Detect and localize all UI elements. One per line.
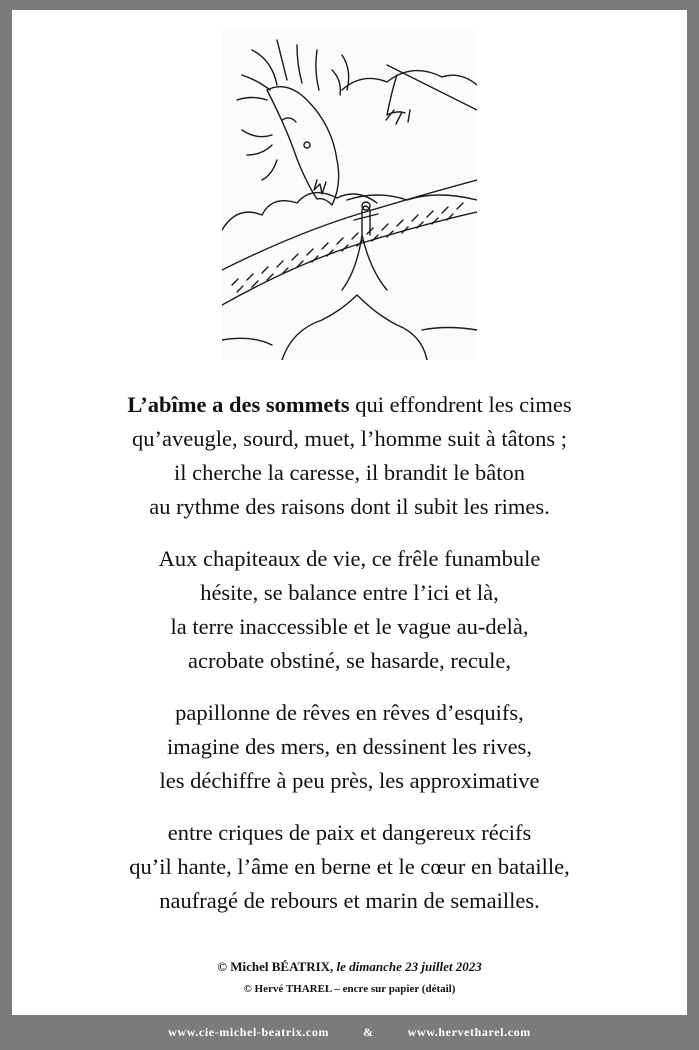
poem-line: au rythme des raisons dont il subit les rimes. (149, 494, 550, 519)
poem-title-words: L’abîme a des sommets (127, 392, 350, 417)
poem-line: qu’il hante, l’âme en berne et le cœur en bataille, (129, 854, 570, 879)
ink-illustration (222, 30, 477, 360)
poem-line (12, 388, 687, 422)
poem-line: la terre inaccessible et le vague au-delà, (170, 614, 529, 639)
artist-credit: © Hervé THAREL – encre sur papier (détail) (243, 983, 456, 995)
footer-separator: & (363, 1025, 374, 1039)
poem-line: les déchiffre à peu près, les approximative (159, 768, 540, 793)
poem-line: papillonne de rêves en rêves d’esquifs, (175, 700, 524, 725)
footer-links (0, 1015, 699, 1050)
author-credit (12, 955, 687, 979)
poem-date: le dimanche 23 juillet 2023 (336, 959, 482, 974)
author-name: © Michel BÉATRIX, (217, 959, 334, 974)
poem-card (12, 10, 687, 1015)
poem-line: imagine des mers, en dessinent les rives, (167, 734, 532, 759)
poem-line: il cherche la caresse, il brandit le bâton (173, 460, 526, 485)
stanza-1 (12, 388, 687, 524)
website-link-herve-tharel[interactable]: www.hervetharel.com (407, 1025, 531, 1039)
website-link-michel-beatrix[interactable]: www.cie-michel-beatrix.com (168, 1025, 330, 1039)
credits (12, 955, 687, 999)
stanza-3 (12, 696, 687, 798)
stanza-4 (12, 816, 687, 918)
poem-line-rest: qui effondrent les cimes (349, 392, 572, 417)
poem-line: acrobate obstiné, se hasarde, recule, (188, 648, 511, 673)
poem-line: Aux chapiteaux de vie, ce frêle funambule (158, 546, 541, 571)
dragon-illustration-icon (222, 30, 477, 360)
poem-line: qu’aveugle, sourd, muet, l’homme suit à tâtons ; (132, 426, 567, 451)
stanza-2 (12, 542, 687, 678)
poem (12, 388, 687, 936)
poem-line: hésite, se balance entre l’ici et là, (200, 580, 499, 605)
poem-line: entre criques de paix et dangereux récifs (167, 820, 532, 845)
poem-line: naufragé de rebours et marin de semailles. (159, 888, 540, 913)
